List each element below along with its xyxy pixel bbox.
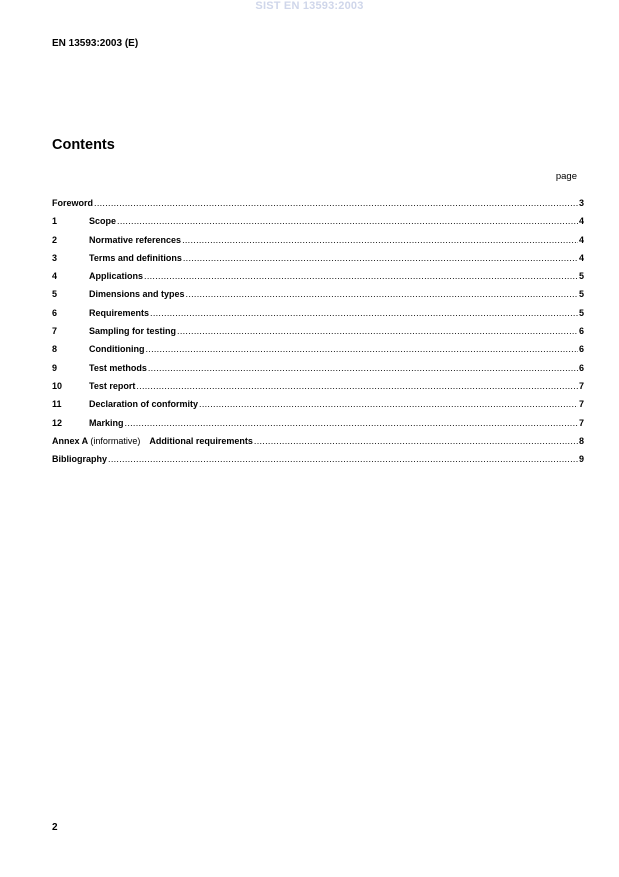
toc-entry-page: 5 <box>578 271 584 282</box>
toc-entry-title: Scope <box>89 216 117 227</box>
dot-leader <box>117 216 578 226</box>
toc-entry-foreword[interactable] <box>52 198 584 216</box>
toc-entry-title: Foreword <box>52 198 94 208</box>
toc-entry-title: Requirements <box>89 307 150 318</box>
page-number: 2 <box>52 822 58 833</box>
toc-entry-sampling-for-testing[interactable] <box>52 326 584 344</box>
dot-leader <box>177 326 578 336</box>
toc-entry-number: 7 <box>52 326 58 337</box>
toc-entry-number: 1 <box>52 216 58 227</box>
toc-entry-conditioning[interactable] <box>52 344 584 362</box>
dot-leader <box>182 235 578 245</box>
toc-entry-number: 12 <box>52 417 63 428</box>
table-of-contents <box>52 198 584 472</box>
toc-entry-page: 4 <box>578 234 584 245</box>
toc-entry-number: 11 <box>52 399 62 410</box>
toc-entry-title: Bibliography <box>52 454 108 465</box>
toc-entry-scope[interactable] <box>52 216 584 234</box>
toc-entry-page: 9 <box>578 454 584 465</box>
toc-entry-number: 4 <box>52 271 58 282</box>
toc-entry-title <box>52 436 253 446</box>
toc-entry-number: 9 <box>52 362 58 373</box>
dot-leader <box>254 436 578 446</box>
toc-entry-page: 7 <box>578 399 584 410</box>
toc-entry-title: Marking <box>89 417 124 428</box>
dot-leader <box>108 454 578 464</box>
page-title: Contents <box>52 137 115 153</box>
toc-entry-page: 3 <box>578 198 584 208</box>
toc-entry-test-methods[interactable] <box>52 363 584 381</box>
dot-leader <box>186 289 578 299</box>
annex-title: Additional requirements <box>149 435 253 446</box>
dot-leader <box>148 363 578 373</box>
toc-entry-annex-a[interactable] <box>52 436 584 454</box>
toc-entry-page: 7 <box>578 380 584 391</box>
page-column-label: page <box>555 171 577 182</box>
dot-leader <box>145 344 578 354</box>
toc-entry-title: Test report <box>89 380 136 391</box>
toc-entry-page: 5 <box>578 289 584 300</box>
toc-entry-page: 4 <box>578 216 584 227</box>
toc-entry-title: Declaration of conformity <box>89 399 199 410</box>
annex-label: Annex A <box>52 435 88 446</box>
toc-entry-declaration-of-conformity[interactable] <box>52 399 584 417</box>
toc-entry-page: 6 <box>578 362 584 373</box>
toc-entry-page: 6 <box>578 326 584 337</box>
toc-entry-number: 8 <box>52 344 58 355</box>
toc-entry-page: 7 <box>578 417 584 428</box>
toc-entry-title: Conditioning <box>89 344 145 355</box>
toc-entry-terms-and-definitions[interactable] <box>52 253 584 271</box>
toc-entry-title: Normative references <box>89 234 182 245</box>
dot-leader <box>183 253 578 263</box>
dot-leader <box>199 399 578 409</box>
document-id: EN 13593:2003 (E) <box>52 38 139 49</box>
toc-entry-page: 8 <box>578 435 584 446</box>
toc-entry-applications[interactable] <box>52 271 584 289</box>
toc-entry-normative-references[interactable] <box>52 235 584 253</box>
dot-leader <box>125 418 578 428</box>
toc-entry-number: 5 <box>52 289 58 300</box>
toc-entry-number: 10 <box>52 380 63 391</box>
toc-entry-title: Dimensions and types <box>89 289 185 300</box>
toc-entry-title: Sampling for testing <box>89 326 177 337</box>
toc-entry-title: Applications <box>89 271 144 282</box>
toc-entry-page: 5 <box>578 307 584 318</box>
annex-qualifier: (informative) <box>90 435 141 446</box>
toc-entry-requirements[interactable] <box>52 308 584 326</box>
toc-entry-bibliography[interactable] <box>52 454 584 472</box>
dot-leader <box>144 271 578 281</box>
watermark: SIST EN 13593:2003 <box>255 0 364 12</box>
toc-entry-title: Terms and definitions <box>89 252 182 263</box>
toc-entry-dimensions-and-types[interactable] <box>52 289 584 307</box>
toc-entry-number: 3 <box>52 252 58 263</box>
toc-entry-title: Test methods <box>89 362 147 373</box>
dot-leader <box>94 198 578 208</box>
dot-leader <box>150 308 578 318</box>
toc-entry-number: 2 <box>52 234 58 245</box>
toc-entry-page: 4 <box>578 252 584 263</box>
dot-leader <box>136 381 578 391</box>
toc-entry-number: 6 <box>52 307 58 318</box>
toc-entry-page: 6 <box>578 344 584 355</box>
toc-entry-marking[interactable] <box>52 418 584 436</box>
toc-entry-test-report[interactable] <box>52 381 584 399</box>
